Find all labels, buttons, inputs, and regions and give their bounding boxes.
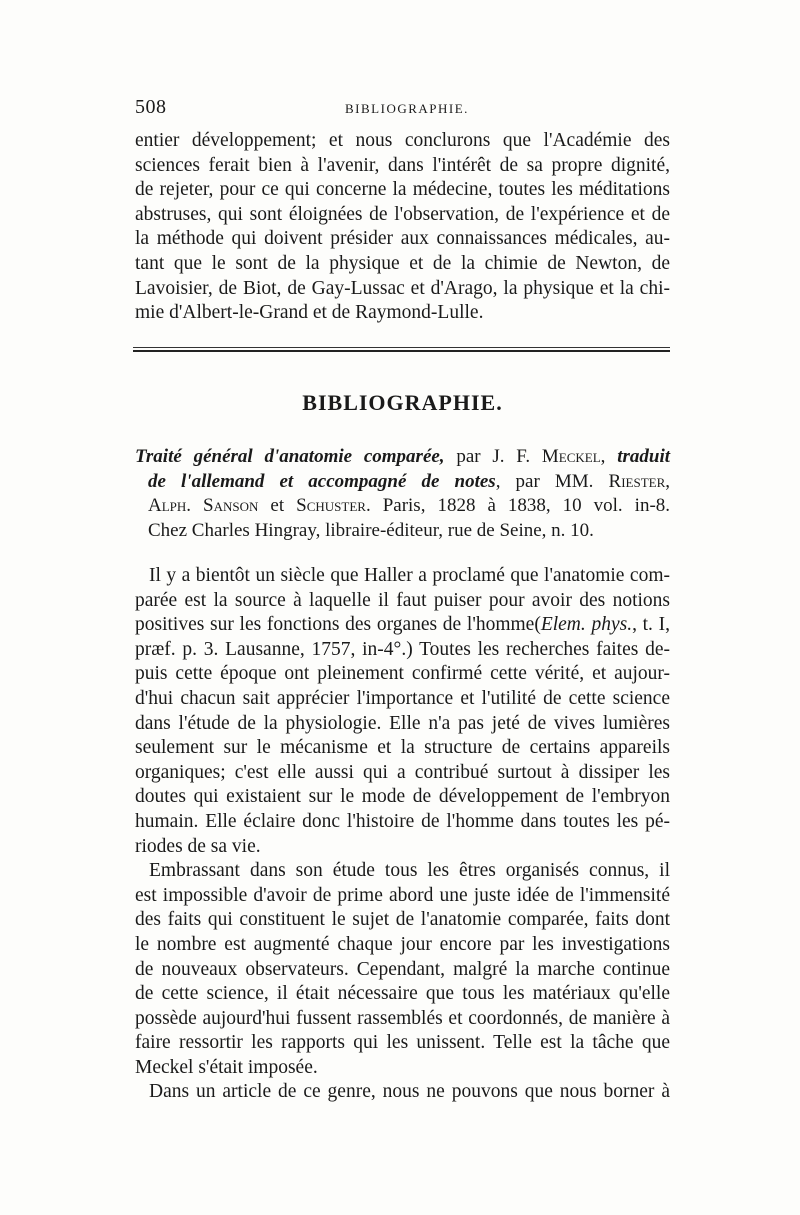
- text-segment: , t. I,: [632, 614, 670, 636]
- text-line: possède aujourd'hui fussent rassemblés et coordonnés, de manière à: [135, 1007, 670, 1029]
- text-line: Il y a bientôt un siècle que Haller a proclamé que l'anatomie com-: [149, 565, 670, 586]
- body-text: [135, 564, 670, 1105]
- text-line: tant que le sont de la physique et de la chimie de Newton, de: [135, 252, 670, 274]
- citation-by: par J. F.: [456, 446, 531, 467]
- page-number: 508: [135, 96, 167, 118]
- section-title: BIBLIOGRAPHIE.: [302, 390, 503, 415]
- bibliographic-citation: [135, 445, 670, 543]
- text-line: doutes qui existaient sur le mode de développement de l'embryon: [135, 786, 670, 808]
- text-line: Meckel s'était imposée.: [135, 1056, 318, 1078]
- translation-note: de l'allemand et accompagné de notes: [148, 470, 496, 492]
- citation-line-2: [135, 470, 670, 495]
- text-line: la méthode qui doivent présider aux connaissances médicales, au-: [135, 228, 670, 250]
- translator-name: Alph. Sanson: [148, 495, 259, 517]
- running-head: [135, 96, 670, 122]
- cited-work: Elem. phys.: [540, 614, 633, 636]
- text-line: Embrassant dans son étude tous les êtres organisés connus, il: [149, 860, 670, 882]
- author-name: Meckel,: [541, 446, 606, 467]
- text-line: faire ressortir les rapports qui les unissent. Telle est la tâche que: [135, 1032, 670, 1054]
- text-line: de rejeter, pour ce qui concerne la médecine, toutes les méditations: [135, 179, 670, 201]
- text-line: de cette science, il était nécessaire que tous les matériaux qu'elle: [135, 983, 670, 1005]
- text-line: parée est la source à laquelle il faut puiser pour avoir des notions: [135, 589, 670, 611]
- text-line: mie d'Albert-le-Grand et de Raymond-Lulle.: [135, 302, 484, 324]
- section-separator: [133, 347, 670, 353]
- text-line: sciences ferait bien à l'avenir, dans l'intérêt de sa propre dignité,: [135, 154, 670, 176]
- publication-details: Paris, 1828 à 1838, 10 vol. in-8.: [382, 495, 671, 517]
- text-line: riodes de sa vie.: [135, 835, 261, 857]
- citation-by-mm: , par MM.: [495, 470, 594, 492]
- citation-and: et: [270, 495, 285, 517]
- running-title: BIBLIOGRAPHIE.: [345, 101, 469, 116]
- text-segment: positives sur les fonctions des organes de l'homme(: [135, 614, 541, 636]
- text-line: Lavoisier, de Biot, de Gay-Lussac et d'Arago, la physique et la chi-: [135, 277, 670, 299]
- text-line: le nombre est augmenté chaque jour encore par les investigations: [135, 933, 670, 955]
- text-line: [135, 613, 670, 638]
- text-line: d'hui chacun sait apprécier l'importance et l'utilité de cette science: [135, 687, 670, 709]
- citation-line-1: [135, 445, 670, 470]
- text-line: entier développement; et nous conclurons que l'Académie des: [135, 130, 670, 151]
- text-line: seulement sur le mécanisme et la structure de certains appareils: [135, 737, 670, 759]
- publisher-line: Chez Charles Hingray, libraire-éditeur, rue de Seine, n. 10.: [148, 519, 594, 541]
- work-title: Traité général d'anatomie comparée,: [135, 446, 445, 467]
- separator-thick-rule: [133, 350, 670, 352]
- text-line: de nouveaux observateurs. Cependant, malgré la marche continue: [135, 958, 670, 980]
- citation-line-3: [135, 494, 670, 519]
- intro-paragraph: [135, 129, 670, 326]
- text-line: est impossible d'avoir de prime abord une juste idée de l'immensité: [135, 884, 670, 906]
- translator-name: Schuster.: [296, 495, 371, 517]
- separator-thin-rule: [133, 347, 670, 348]
- text-line: organiques; c'est elle aussi qui a contribué surtout à dissiper les: [135, 761, 670, 783]
- text-line: des faits qui constituent le sujet de l'anatomie comparée, faits dont: [135, 909, 670, 931]
- text-line: dans l'étude de la physiologie. Elle n'a pas jeté de vives lumières: [135, 712, 670, 734]
- text-line: abstruses, qui sont éloignées de l'observation, de l'expérience et de: [135, 203, 670, 225]
- text-line: puis cette époque ont pleinement confirmé cette vérité, et aujour-: [135, 663, 670, 685]
- text-line: præf. p. 3. Lausanne, 1757, in-4°.) Toutes les recherches faites de-: [135, 638, 670, 660]
- text-line: Dans un article de ce genre, nous ne pouvons que nous borner à: [149, 1081, 670, 1103]
- translated-label: traduit: [617, 446, 671, 467]
- translator-name: Riester,: [608, 470, 670, 492]
- text-line: humain. Elle éclaire donc l'histoire de l'homme dans toutes les pé-: [135, 810, 670, 832]
